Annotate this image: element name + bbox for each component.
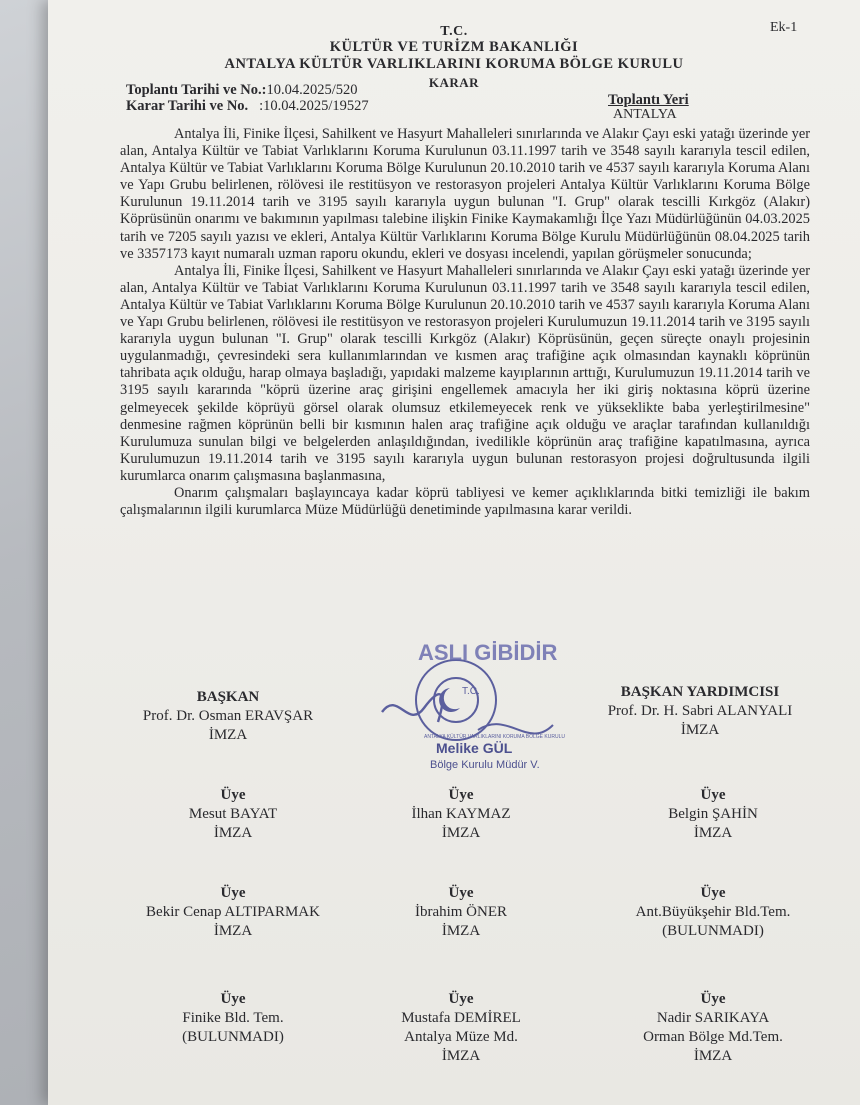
signature-member xyxy=(593,990,833,1066)
member-status: İMZA xyxy=(693,825,733,841)
signature-vice-chair xyxy=(570,683,830,740)
member-status: (BULUNMADI) xyxy=(662,923,764,939)
decision-body xyxy=(120,126,810,519)
member-status: İMZA xyxy=(213,825,253,841)
meeting-info xyxy=(126,82,358,99)
signature-member xyxy=(356,990,566,1066)
stamp-title: Bölge Kurulu Müdür V. xyxy=(430,759,540,771)
signature-member xyxy=(356,884,566,941)
member-role: Üye xyxy=(220,885,246,901)
member-name: Nadir SARIKAYA xyxy=(656,1010,770,1026)
member-status: İMZA xyxy=(213,923,253,939)
member-name: Bekir Cenap ALTIPARMAK xyxy=(146,904,320,920)
chair-status: İMZA xyxy=(208,727,248,743)
stamp-crest-text: T.C. xyxy=(462,686,480,697)
header-tc: T.C. xyxy=(440,24,468,39)
vice-chair-role: BAŞKAN YARDIMCISI xyxy=(620,684,780,700)
signature-member xyxy=(108,884,358,941)
header-ministry: KÜLTÜR VE TURİZM BAKANLIĞI xyxy=(329,39,579,55)
member-name: Ant.Büyükşehir Bld.Tem. xyxy=(635,904,791,920)
member-name: İbrahim ÖNER xyxy=(414,904,508,920)
member-subtitle: Orman Bölge Md.Tem. xyxy=(643,1029,783,1045)
official-stamp xyxy=(378,630,578,780)
member-role: Üye xyxy=(448,885,474,901)
member-role: Üye xyxy=(700,991,726,1007)
member-status: İMZA xyxy=(441,825,481,841)
place-value: ANTALYA xyxy=(613,107,677,122)
member-role: Üye xyxy=(700,787,726,803)
member-name: Belgin ŞAHİN xyxy=(668,806,758,822)
member-subtitle: Antalya Müze Md. xyxy=(404,1029,518,1045)
document-page xyxy=(48,0,860,1105)
member-role: Üye xyxy=(220,787,246,803)
signature-member xyxy=(108,990,358,1047)
meeting-value: 10.04.2025/520 xyxy=(266,82,358,98)
vice-chair-name: Prof. Dr. H. Sabri ALANYALI xyxy=(607,703,793,719)
header-doc-type: KARAR xyxy=(428,75,480,90)
stamp-ring-text: ANTALYA KÜLTÜR VARLIKLARINI KORUMA BÖLGE KURULU xyxy=(424,734,565,740)
decision-info xyxy=(126,98,369,115)
chair-name: Prof. Dr. Osman ERAVŞAR xyxy=(142,708,314,724)
member-status: İMZA xyxy=(441,923,481,939)
signature-member xyxy=(593,786,833,843)
signature-member xyxy=(108,786,358,843)
header-board: ANTALYA KÜLTÜR VARLIKLARINI KORUMA BÖLGE KURULU xyxy=(224,56,684,72)
body-paragraph-1: Antalya İli, Finike İlçesi, Sahilkent ve Hasyurt Mahalleleri sınırlarında ve Alakır Çayı eski yatağı üzerinde yer alan, Antalya Kültür ve Tabiat Varlıklarını Koruma Kurulunun 03.11.1997 tarih ve 3548 sayılı kararıyla tescil edilen, Antalya Kültür ve Tabiat Varlıklarını Koruma Bölge Kurulunun 20.10.2010 tarih ve 4537 sayılı kararıyla Koruma Alanı ve Yapı Grubu belirlenen, rölövesi ile restitüsyon ve restorasyon projeleri Antalya Kültür Varlıklarını Koruma Bölge Kurulunun 19.11.2014 tarih ve 3195 sayılı kararıyla uygun bulunan "I. Grup" olarak tescilli Kırkgöz (Alakır) Köprüsünün onarımı ve bakımının yapılması talebine ilişkin Finike Kaymakamlığı İlçe Yazı Müdürlüğünün 04.03.2025 tarih ve 7205 sayılı yazısı ve ekleri, Antalya Kültür Varlıklarını Koruma Bölge Kurulu Müdürlüğünün 08.04.2025 tarih ve 3357173 kayıt numaralı uzman raporu okundu, ekleri ve dosyası incelendi, yapılan görüşmeler sonucunda; xyxy=(120,126,810,262)
member-name: Mesut BAYAT xyxy=(188,806,278,822)
member-name: İlhan KAYMAZ xyxy=(411,806,511,822)
member-status: (BULUNMADI) xyxy=(182,1029,284,1045)
signature-member xyxy=(593,884,833,941)
vice-chair-status: İMZA xyxy=(680,722,720,738)
body-paragraph-2: Antalya İli, Finike İlçesi, Sahilkent ve Hasyurt Mahalleleri sınırlarında ve Alakır Çayı eski yatağı üzerinde yer alan, Antalya Kültür ve Tabiat Varlıklarını Koruma Kurulunun 03.11.1997 tarih ve 3548 sayılı kararıyla tescil edilen, Antalya Kültür ve Tabiat Varlıklarını Koruma Bölge Kurulunun 20.10.2010 tarih ve 4537 sayılı kararıyla Koruma Alanı ve Yapı Grubu belirlenen, rölövesi ile restitüsyon ve restorasyon projeleri Kurulumuzun 19.11.2014 tarih ve 3195 sayılı kararıyla uygun bulunan "I. Grup" olarak tescilli Kırkgöz (Alakır) Köprüsünün, geçen süreçte onaylı projesinin uygulanmadığı, çevresindeki sera kullanımlarından ve kısmen araç trafiğine açık olmasından kaynaklı köprünün tahribata açık olduğu, harap olmaya başladığı, yapıdaki malzeme kayıplarının arttığı, Kurulumuzun 19.11.2014 tarih ve 3195 sayılı kararında "köprü üzerine araç girişini engellemek amacıyla her iki giriş noktasına köprü üzerine gelmeyecek şekilde köprüyü görsel olarak olumsuz etkilemeyecek renk ve yükseklikte baba yerleştirilmesine" denmesine rağmen köprünün belli bir kısmının halen araç trafiğine açık olduğu ve araçlar tarafından kullanıldığı Kurulumuza sunulan bilgi ve belgelerden anlaşıldığından, ivedilikle köprünün araç trafiğine kapatılmasına, ayrıca Kurulumuzun 19.11.2014 tarih ve 3195 sayılı kararıyla uygun bulunan restorasyon projesi doğrultusunda ilgili kurumlarca onarım çalışmasına başlanmasına, xyxy=(120,262,810,484)
member-status: İMZA xyxy=(693,1048,733,1064)
member-name: Finike Bld. Tem. xyxy=(182,1010,284,1026)
decision-value: :10.04.2025/19527 xyxy=(259,98,369,114)
signature-chair xyxy=(118,688,338,745)
member-status: İMZA xyxy=(441,1048,481,1064)
place-label: Toplantı Yeri xyxy=(608,92,689,108)
member-role: Üye xyxy=(220,991,246,1007)
chair-role: BAŞKAN xyxy=(196,689,260,705)
body-paragraph-3: Onarım çalışmaları başlayıncaya kadar köprü tabliyesi ve kemer açıklıklarında bitki temizliği ile bakım çalışmalarının ilgili kurumlarca Müze Müdürlüğü denetiminde yapılmasına karar verildi. xyxy=(120,484,810,519)
member-role: Üye xyxy=(700,885,726,901)
stamp-top-text: ASLI GİBİDİR xyxy=(418,640,558,665)
signature-flourish xyxy=(382,694,442,722)
member-role: Üye xyxy=(448,991,474,1007)
signature-member xyxy=(356,786,566,843)
stamp-outer-ring xyxy=(416,660,496,740)
meeting-label: Toplantı Tarihi ve No.: xyxy=(126,82,267,98)
member-name: Mustafa DEMİREL xyxy=(401,1010,521,1026)
stamp-name: Melike GÜL xyxy=(436,740,513,756)
signature-stroke xyxy=(478,724,553,733)
annex-label: Ek-1 xyxy=(770,20,798,35)
member-role: Üye xyxy=(448,787,474,803)
decision-label: Karar Tarihi ve No. xyxy=(126,98,249,114)
